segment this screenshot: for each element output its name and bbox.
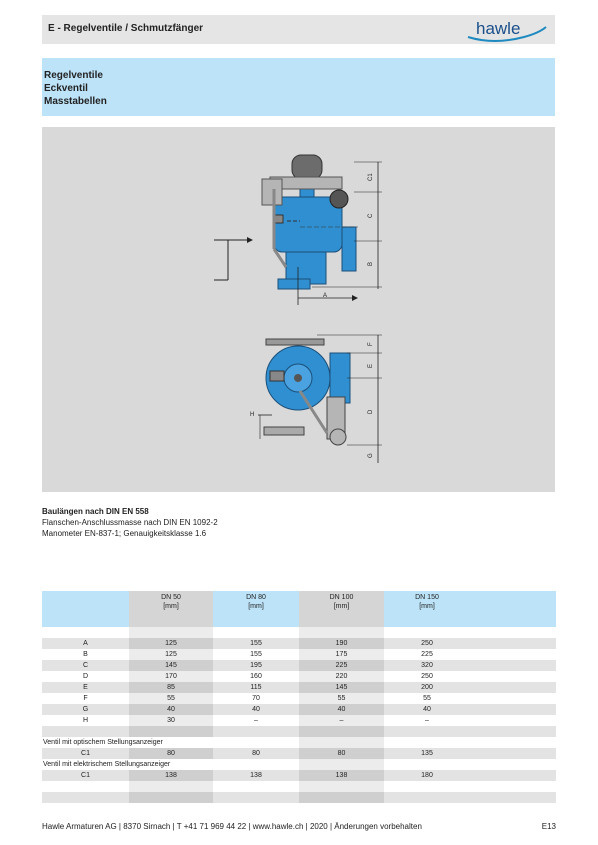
table-row (42, 627, 556, 638)
header-title: E - Regelventile / Schmutzfänger (48, 23, 204, 34)
intro-line-3: Manometer EN-837-1; Genauigkeitsklasse 1.6 (42, 529, 207, 538)
dim-label-e: E (368, 363, 374, 368)
table-row: F 55 70 55 55 (42, 693, 556, 704)
table-row (42, 792, 556, 803)
dim-label-d: D (368, 409, 374, 414)
page-number: E13 (541, 822, 556, 831)
table-row: D 170 160 220 250 (42, 671, 556, 682)
intro-title: Baulängen nach DIN EN 558 (42, 507, 149, 516)
section-line-3: Masstabellen (44, 96, 107, 107)
valve-top-view (250, 335, 382, 463)
col-header-dn150: DN 150 [mm] (384, 591, 470, 627)
dim-label-b: B (368, 261, 374, 266)
table-row: C 145 195 225 320 (42, 660, 556, 671)
footer-text: Hawle Armaturen AG | 8370 Sirnach | T +41 71 969 44 22 | www.hawle.ch | 2020 | Änderungen vorbehalten (42, 822, 422, 831)
dim-label-g: G (368, 453, 374, 458)
table-section-row (42, 737, 556, 748)
dim-label-f: F (368, 342, 374, 346)
section-line-1: Regelventile (44, 70, 103, 81)
table-row: E 85 115 145 200 (42, 682, 556, 693)
table-row: H 30 – – – (42, 715, 556, 726)
section-electric: Ventil mit elektrischem Stellungsanzeiger (42, 759, 213, 770)
col-header-dn50: DN 50 [mm] (129, 591, 213, 627)
table-row: C1 138 138 138 180 (42, 770, 556, 781)
page-header (42, 15, 555, 44)
dim-label-h: H (250, 412, 255, 418)
col-header-dn80: DN 80 [mm] (213, 591, 299, 627)
intro-text (42, 506, 218, 539)
dim-label-c: C (368, 213, 374, 218)
dim-label-a: A (323, 293, 328, 299)
dim-label-c1: C1 (368, 173, 374, 181)
section-optical: Ventil mit optischem Stellungsanzeiger (42, 737, 213, 748)
valve-side-view (214, 155, 382, 305)
table-section-row (42, 759, 556, 770)
valve-drawing-panel (42, 127, 555, 492)
table-row: C1 80 80 80 135 (42, 748, 556, 759)
section-header (42, 58, 555, 116)
hawle-logo (464, 17, 549, 43)
svg-text:hawle: hawle (476, 19, 521, 38)
table-row: G 40 40 40 40 (42, 704, 556, 715)
valve-technical-drawing (42, 127, 555, 492)
table-header-row (42, 591, 556, 627)
section-line-2: Eckventil (44, 83, 88, 94)
col-header-dn100: DN 100 [mm] (299, 591, 384, 627)
table-row (42, 781, 556, 792)
table-row: B 125 155 175 225 (42, 649, 556, 660)
table-row: A 125 155 190 250 (42, 638, 556, 649)
dimension-table (42, 591, 556, 803)
table-row (42, 726, 556, 737)
intro-line-2: Flanschen-Anschlussmasse nach DIN EN 1092-2 (42, 518, 218, 527)
